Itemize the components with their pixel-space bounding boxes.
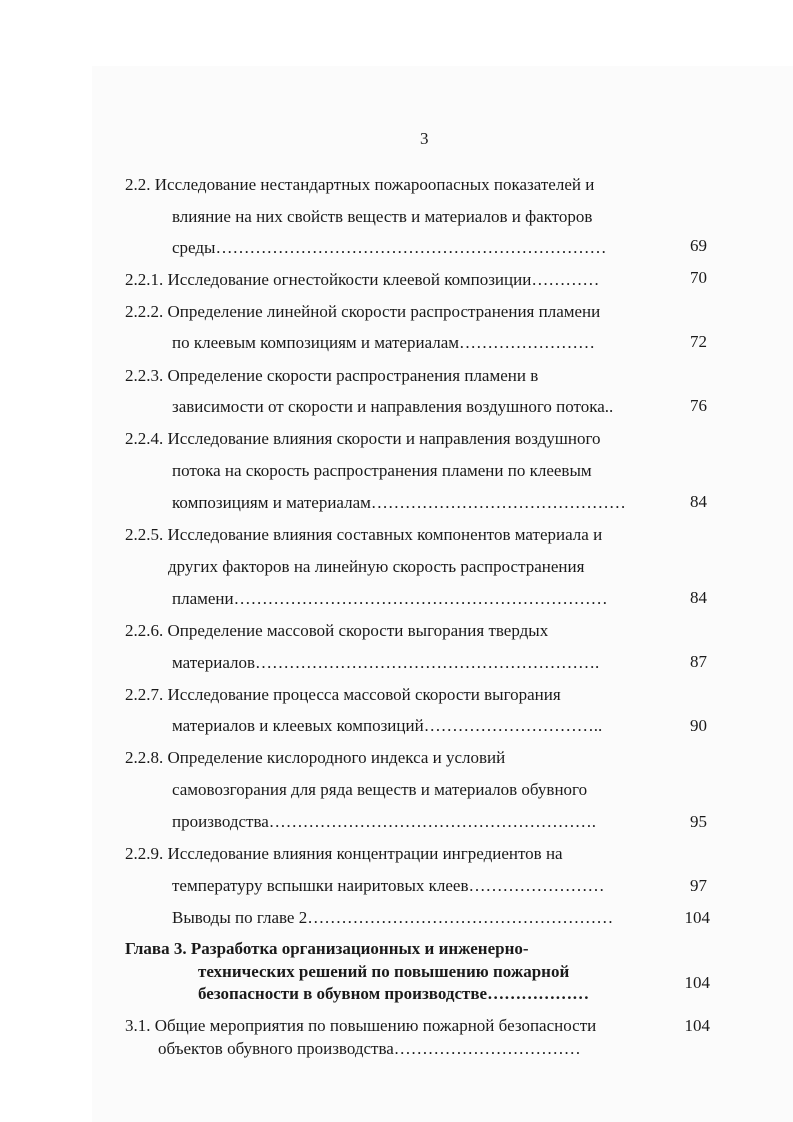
toc-entry-2-2-3-line-1: 2.2.3. Определение скорости распространения пламени в: [125, 366, 539, 385]
toc-entry-2-2-9-line-2: температуру вспышки наиритовых клеев……………………: [172, 876, 605, 895]
toc-entry-2-2-8-line-1: 2.2.8. Определение кислородного индекса и условий: [125, 748, 506, 767]
toc-entry-3-1-line-2: объектов обувного производства……………………………: [158, 1039, 581, 1058]
toc-entry-2-2-5-line-1: 2.2.5. Исследование влияния составных компонентов материала и: [125, 525, 603, 544]
toc-entry-2-2-5-line-2: других факторов на линейную скорость распространения: [168, 557, 585, 576]
toc-entry-2-2-2-line-2: по клеевым композициям и материалам……………………: [172, 333, 596, 352]
toc-entry-2-2-4-page: 84: [690, 492, 707, 511]
toc-entry-2-2-5-line-3: пламени…………………………………………………………: [172, 589, 608, 608]
toc-entry-2-2-6-line-1: 2.2.6. Определение массовой скорости выгорания твердых: [125, 621, 549, 640]
toc-entry-3-1-line-1: 3.1. Общие мероприятия по повышению пожарной безопасности: [125, 1016, 597, 1035]
toc-entry-3-1-page: 104: [684, 1016, 710, 1035]
toc-entry-2-2-1-page: 70: [690, 268, 707, 287]
toc-entry-2-2-3-line-2: зависимости от скорости и направления воздушного потока..: [172, 397, 614, 416]
toc-chapter-3-line-1: Глава 3. Разработка организационных и инженерно-: [125, 939, 529, 958]
toc-entry-2-2-2-line-1: 2.2.2. Определение линейной скорости распространения пламени: [125, 302, 601, 321]
page-number: 3: [420, 129, 429, 148]
toc-chapter-3-page: 104: [684, 973, 710, 992]
toc-chapter-3-line-2: технических решений по повышению пожарной: [198, 962, 570, 981]
toc-entry-2-2-line-3: среды……………………………………………………………: [172, 238, 607, 257]
toc-entry-2-2-7-page: 90: [690, 716, 707, 735]
toc-entry-2-2-4-line-1: 2.2.4. Исследование влияния скорости и направления воздушного: [125, 429, 601, 448]
toc-entry-2-2-8-line-2: самовозгорания для ряда веществ и материалов обувного: [172, 780, 588, 799]
toc-entry-2-2-6-page: 87: [690, 652, 707, 671]
toc-entry-2-2-2-page: 72: [690, 332, 707, 351]
toc-entry-2-2-line-1: 2.2. Исследование нестандартных пожароопасных показателей и: [125, 175, 595, 194]
toc-entry-conclusions-line-1: Выводы по главе 2………………………………………………: [172, 908, 614, 927]
toc-entry-2-2-9-line-1: 2.2.9. Исследование влияния концентрации ингредиентов на: [125, 844, 563, 863]
toc-entry-2-2-7-line-2: материалов и клеевых композиций…………………………..: [172, 716, 603, 735]
toc-chapter-3-line-3: безопасности в обувном производстве………………: [198, 984, 590, 1003]
toc-entry-2-2-3-page: 76: [690, 396, 707, 415]
toc-entry-conclusions-page: 104: [684, 908, 710, 927]
toc-entry-2-2-page: 69: [690, 236, 707, 255]
toc-entry-2-2-6-line-2: материалов…………………………………………………….: [172, 653, 600, 672]
toc-entry-2-2-line-2: влияние на них свойств веществ и материалов и факторов: [172, 207, 593, 226]
toc-entry-2-2-5-page: 84: [690, 588, 707, 607]
toc-entry-2-2-4-line-3: композициям и материалам………………………………………: [172, 493, 626, 512]
toc-entry-2-2-4-line-2: потока на скорость распространения пламени по клеевым: [172, 461, 592, 480]
toc-entry-2-2-8-line-3: производства………………………………………………….: [172, 812, 597, 831]
toc-entry-2-2-9-page: 97: [690, 876, 707, 895]
toc-entry-2-2-7-line-1: 2.2.7. Исследование процесса массовой скорости выгорания: [125, 685, 561, 704]
toc-entry-2-2-8-page: 95: [690, 812, 707, 831]
toc-entry-2-2-1-line-1: 2.2.1. Исследование огнестойкости клеевой композиции…………: [125, 270, 600, 289]
